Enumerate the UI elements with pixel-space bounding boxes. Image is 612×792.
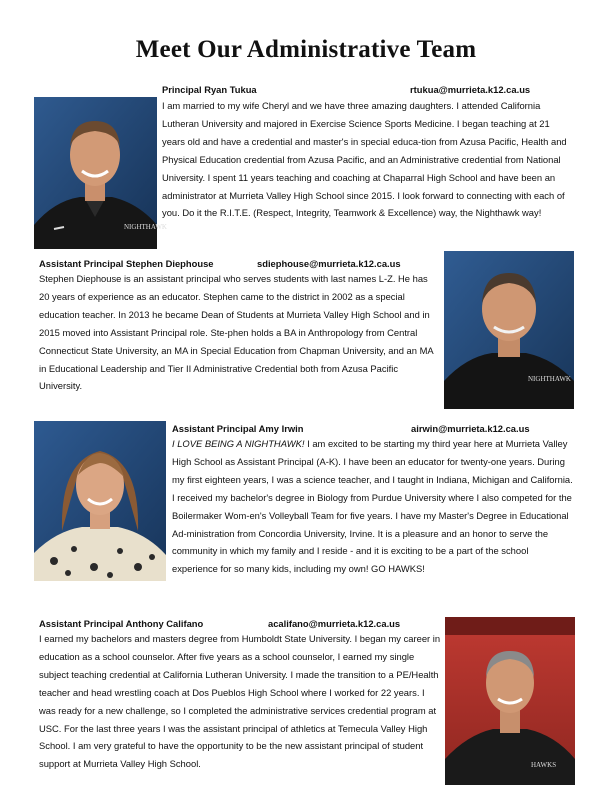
staff-email[interactable]: airwin@murrieta.k12.ca.us (411, 423, 530, 434)
page-title: Meet Our Administrative Team (135, 36, 477, 63)
svg-text:HAWKS: HAWKS (531, 761, 557, 769)
staff-bio: Stephen Diephouse is an assistant principal who serves students with last names L-Z. He has 20 years of experience as an educator. Stephen came to the district in 2002 as a special education teacher. In 2013 he became Dean of Students at Murrieta Valley High School and in 2015 moved into Assistant Principal role. Ste-phen holds a BA in Anthropology from Central Connecticut State University, an MA in Special Education from Chapman University, and an MA in Educational Leadership and Tier II Administrative Credential both from Azusa Pacific University. (39, 273, 434, 392)
staff-bio: I am married to my wife Cheryl and we have three amazing daughters. I attended California Lutheran University and majored in Exercise Science Sports Medicine. I began teaching at 21 years old and have a credential and master's in special educa-tion from Azusa Pacific, Health and Physical Education credential from Azusa Pacific, and an Administrative credential from National University. I spent 11 years teaching and coaching at Chaparral High School and have been an administrator at Murrieta Valley High School since 2015. I look forward to connecting with each of you. Do it the R.I.T.E. (Respect, Integrity, Teamwork & Excellence) way, the Nighthawk way! (162, 100, 567, 219)
svg-text:NIGHTHAWK: NIGHTHAWK (528, 375, 571, 383)
staff-name-title: Principal Ryan Tukua (162, 84, 257, 95)
staff-email[interactable]: sdiephouse@murrieta.k12.ca.us (257, 258, 401, 269)
photo-ryan-tukua (34, 97, 167, 249)
staff-bio: I earned my bachelors and masters degree from Humboldt State University. I began my career in education as a school counselor. After five years as a school counselor, I earned my single subject teaching credential at California Lutheran University. I made the transition to a PE/Health teacher and head wrestling coach at Dos Pueblos High School where I worked for 22 years. I was ready for a new challenge, so I completed the administrative services credential program at USC. For the last three years I was the assistant principal of athletics at Temecula Valley High School. I am very grateful to have the opportunity to be the new assistant principal of student support at Murrieta Valley High School. (39, 633, 441, 770)
staff-name-title: Assistant Principal Anthony Califano (39, 618, 204, 629)
staff-name-title: Assistant Principal Amy Irwin (172, 423, 304, 434)
staff-name-title: Assistant Principal Stephen Diephouse (39, 258, 214, 269)
staff-email[interactable]: acalifano@murrieta.k12.ca.us (268, 618, 401, 629)
photo-stephen-diephouse (444, 251, 574, 409)
staff-email[interactable]: rtukua@murrieta.k12.ca.us (410, 84, 531, 95)
photo-amy-irwin (34, 421, 166, 581)
staff-bio: I LOVE BEING A NIGHTHAWK! I am excited to be starting my third year here at Murrieta Valley High School as Assistant Principal (A-K). I have been an educator for twenty-one years. During my first eighteen years, I was a science teacher, and I taught in Indiana, Michigan and California. I received my bachelor's degree in Biology from Purdue University where I also competed for the Boilermaker Wom-en's Volleyball Team for five years. I have my Master's Degree in Educational Ad-ministration from Concordia University, Irvine. It is a pleasure and an honor to serve the community in which my family and I reside - and it is exciting to be a part of the school experience for so many kids, including my own! GO HAWKS! (172, 438, 573, 575)
photo-anthony-califano (445, 617, 575, 785)
svg-text:NIGHTHAWK: NIGHTHAWK (124, 223, 167, 231)
